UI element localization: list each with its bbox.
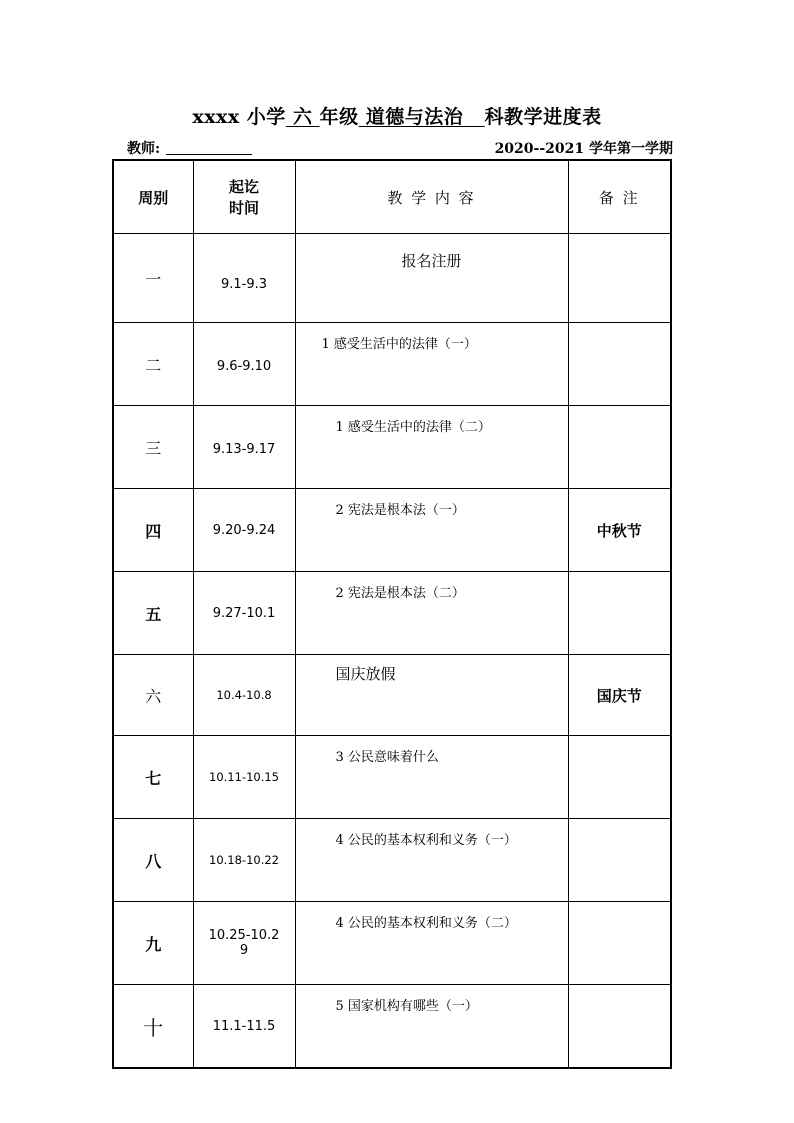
table-row — [113, 819, 671, 902]
title-grade-suffix: 年级 — [319, 106, 359, 128]
content-cell: 国庆放假 — [295, 655, 568, 736]
date-cell: 9.20-9.24 — [193, 489, 295, 572]
date-cell: 10.4-10.8 — [193, 655, 295, 736]
note-cell — [568, 985, 671, 1069]
teacher-field — [127, 138, 252, 158]
week-cell: 八 — [113, 819, 193, 902]
teacher-blank — [166, 140, 252, 155]
header-week: 周别 — [113, 160, 193, 234]
week-cell: 九 — [113, 902, 193, 985]
content-cell: 2 宪法是根本法（二） — [295, 572, 568, 655]
table-row — [113, 323, 671, 406]
title-subject: 道德与法治 — [365, 106, 464, 128]
table-row — [113, 234, 671, 323]
note-cell — [568, 323, 671, 406]
note-cell — [568, 406, 671, 489]
note-cell — [568, 819, 671, 902]
title-prefix: xxxx 小学 — [192, 106, 286, 128]
week-cell: 一 — [113, 234, 193, 323]
week-cell: 四 — [113, 489, 193, 572]
week-cell: 七 — [113, 736, 193, 819]
content-cell: 1 感受生活中的法律（一） — [295, 323, 568, 406]
content-cell: 报名注册 — [295, 234, 568, 323]
date-cell: 9.1-9.3 — [193, 234, 295, 323]
note-cell — [568, 234, 671, 323]
date-cell: 10.25-10.2 9 — [193, 902, 295, 985]
term-label: 2020--2021 学年第一学期 — [494, 141, 673, 157]
date-cell: 11.1-11.5 — [193, 985, 295, 1069]
content-cell: 3 公民意味着什么 — [295, 736, 568, 819]
note-cell — [568, 572, 671, 655]
content-cell: 2 宪法是根本法（一） — [295, 489, 568, 572]
week-cell: 十 — [113, 985, 193, 1069]
content-cell: 4 公民的基本权利和义务（一） — [295, 819, 568, 902]
table-row — [113, 406, 671, 489]
content-cell: 1 感受生活中的法律（二） — [295, 406, 568, 489]
week-cell: 二 — [113, 323, 193, 406]
table-header — [113, 160, 671, 234]
header-note: 备 注 — [568, 160, 671, 234]
table-row — [113, 736, 671, 819]
note-cell: 中秋节 — [568, 489, 671, 572]
table-row — [113, 572, 671, 655]
note-cell: 国庆节 — [568, 655, 671, 736]
meta-line — [113, 138, 673, 160]
content-cell: 5 国家机构有哪些（一） — [295, 985, 568, 1069]
note-cell — [568, 902, 671, 985]
date-cell: 10.18-10.22 — [193, 819, 295, 902]
header-dates: 起讫 时间 — [193, 160, 295, 234]
page-title — [0, 102, 794, 129]
week-cell: 五 — [113, 572, 193, 655]
schedule-table — [112, 159, 672, 1069]
date-cell: 9.27-10.1 — [193, 572, 295, 655]
note-cell — [568, 736, 671, 819]
content-cell: 4 公民的基本权利和义务（二） — [295, 902, 568, 985]
header-content: 教 学 内 容 — [295, 160, 568, 234]
date-cell: 9.13-9.17 — [193, 406, 295, 489]
date-cell: 9.6-9.10 — [193, 323, 295, 406]
teacher-label: 教师: — [127, 141, 161, 157]
table-row — [113, 489, 671, 572]
title-suffix: 科教学进度表 — [484, 106, 602, 128]
table-row — [113, 902, 671, 985]
week-cell: 六 — [113, 655, 193, 736]
table-row — [113, 985, 671, 1069]
date-cell: 10.11-10.15 — [193, 736, 295, 819]
week-cell: 三 — [113, 406, 193, 489]
table-row — [113, 655, 671, 736]
title-grade: 六 — [292, 106, 313, 128]
